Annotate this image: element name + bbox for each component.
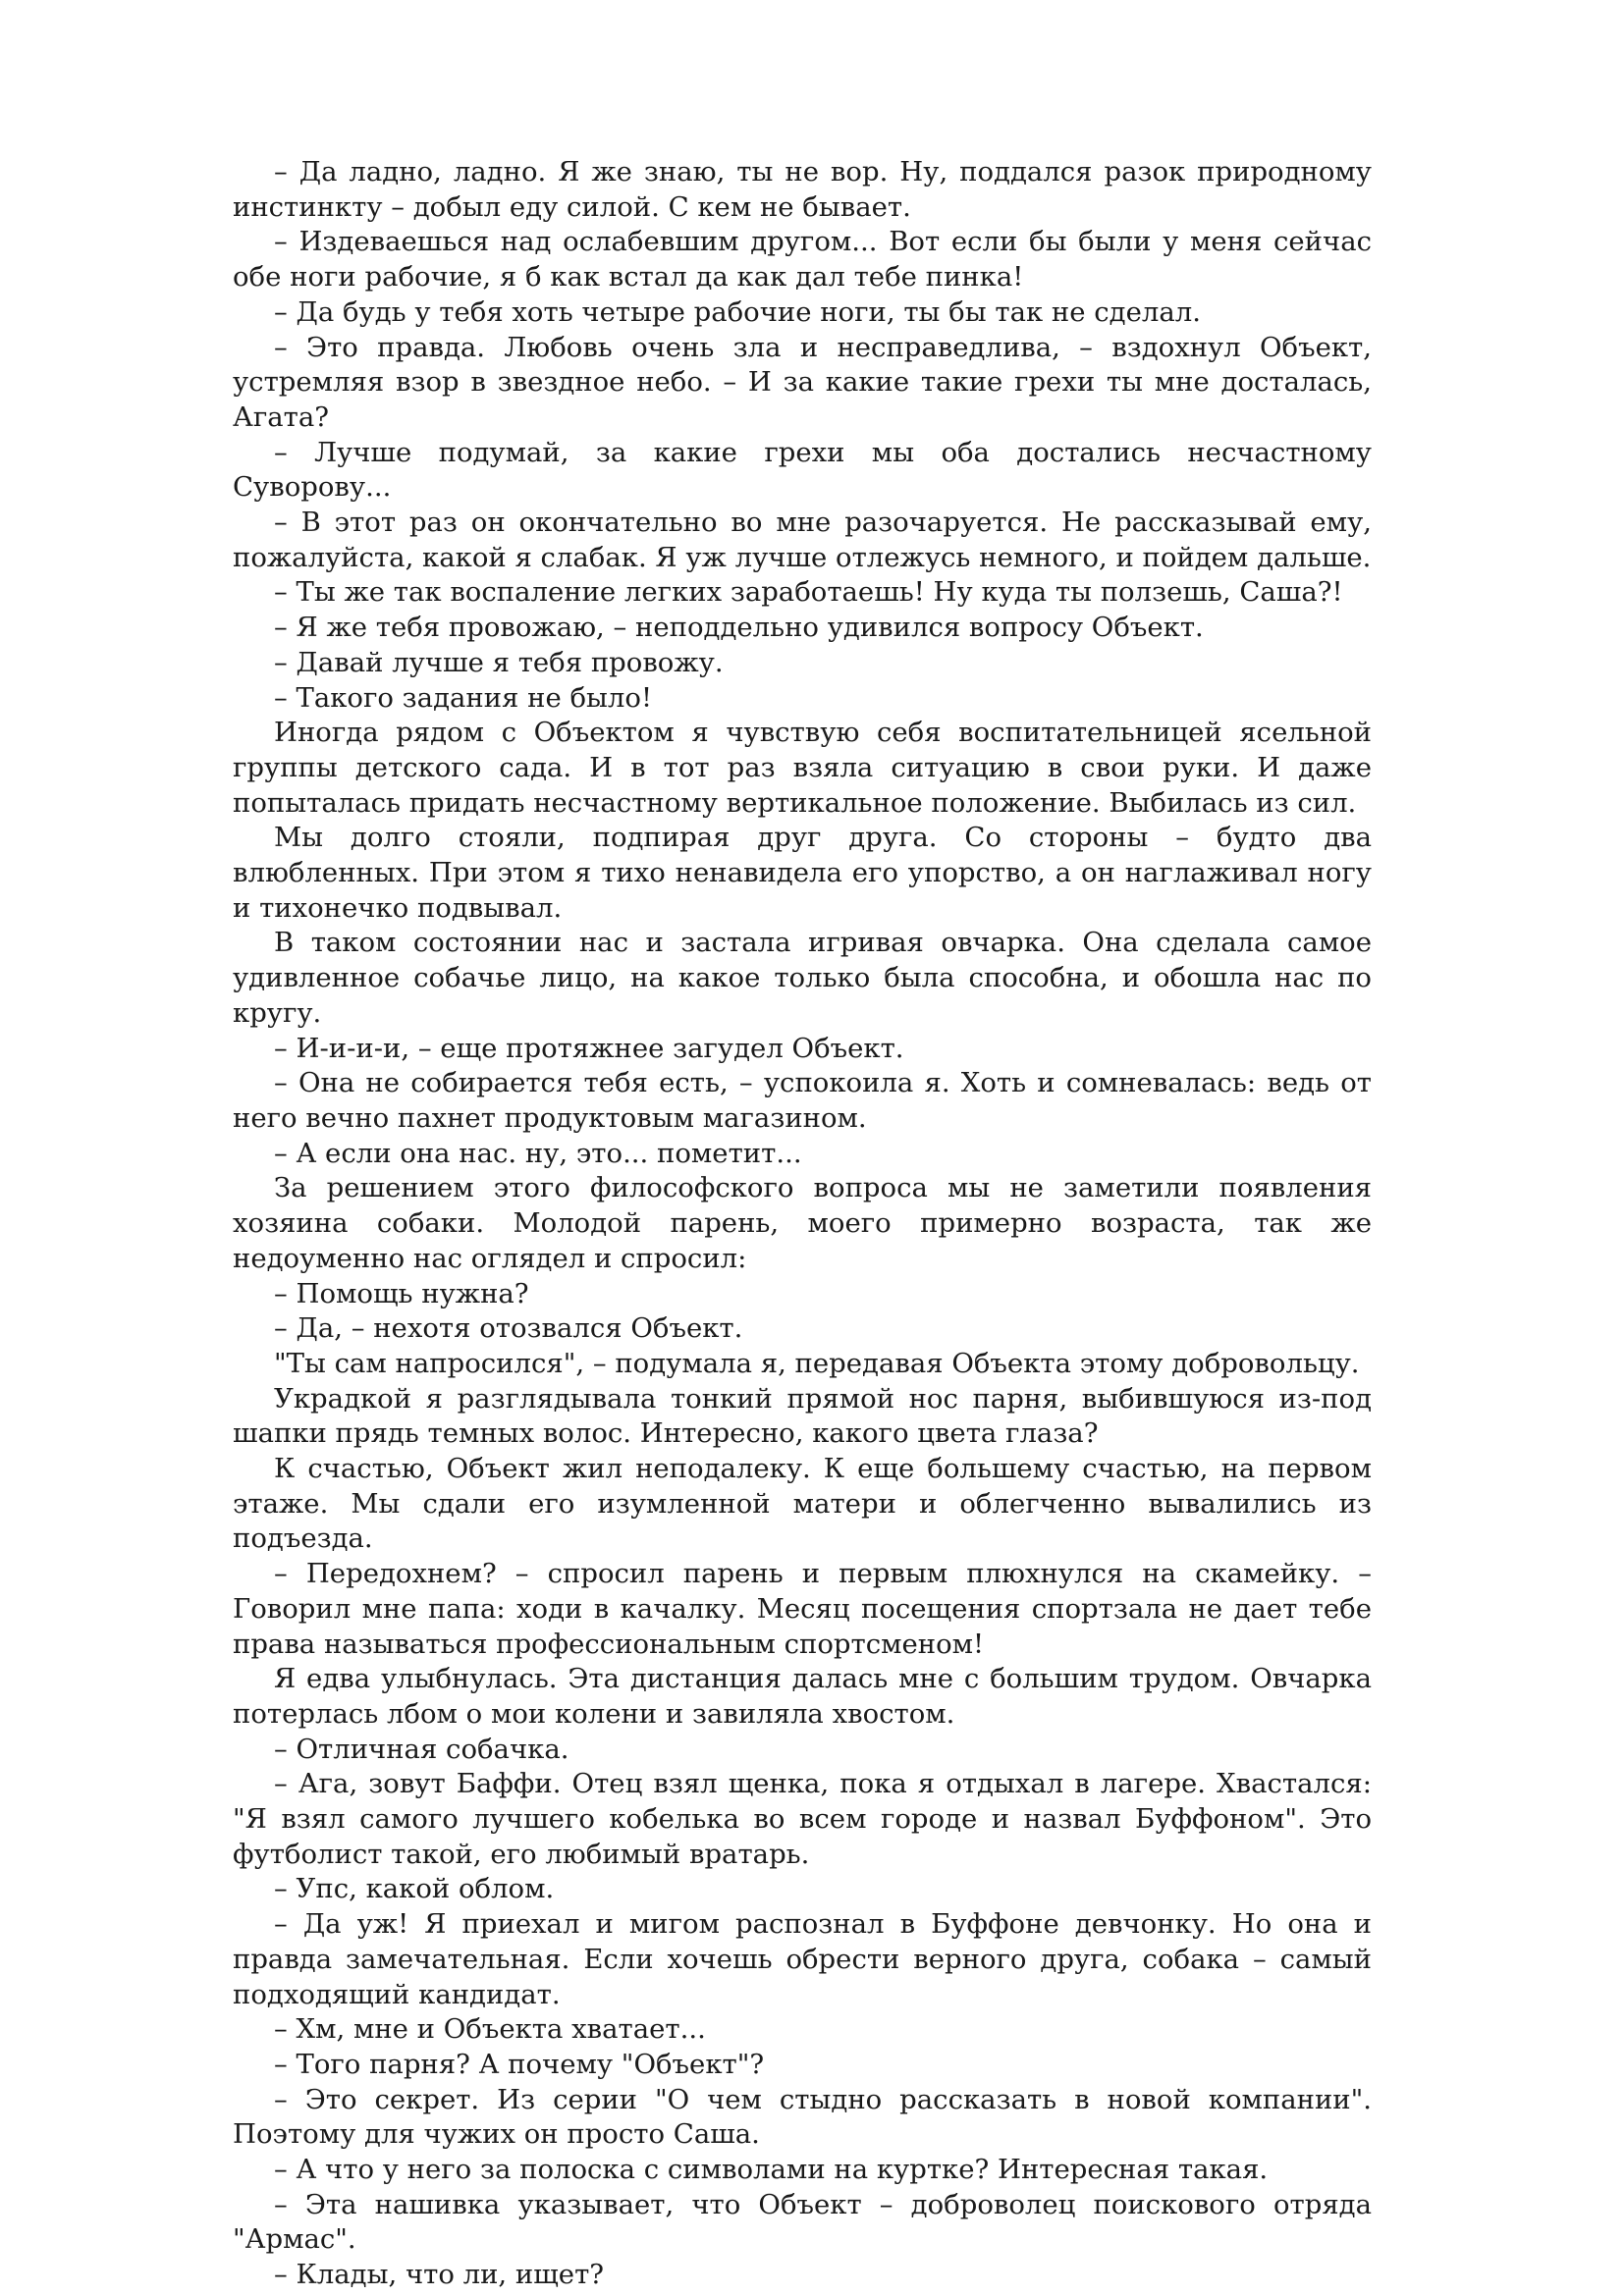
paragraph: – Да будь у тебя хоть четыре рабочие ноги, ты бы так не сделал. — [274, 295, 1201, 328]
paragraph: – Такого задания не было! — [274, 681, 653, 714]
paragraph: – Ага, зовут Баффи. Отец взял щенка, пока я отдыхал в лагере. Хвастался: "Я взял самого лучшего кобелька во всем городе и назвал Буффоном". Это футболист такой, его любимый вратарь. — [233, 1768, 1372, 1870]
paragraph: Украдкой я разглядывала тонкий прямой нос парня, выбившуюся из-под шапки прядь темных волос. Интересно, какого цвета глаза? — [233, 1382, 1372, 1450]
paragraph: – Отличная собачка. — [274, 1733, 569, 1765]
paragraph: Мы долго стояли, подпирая друг друга. Со стороны – будто два влюбленных. При этом я тихо ненавидела его упорство, а он наглаживал ногу и тихонечко подвывал. — [233, 822, 1372, 924]
paragraph: – Передохнем? – спросил парень и первым плюхнулся на скамейку. – Говорил мне папа: ходи в качалку. Месяц посещения спортзала не дает тебе права называться профессиональным спортсменом! — [233, 1558, 1372, 1660]
paragraph: – Она не собирается тебя есть, – успокоила я. Хоть и сомневалась: ведь от него вечно пахнет продуктовым магазином. — [233, 1067, 1372, 1134]
paragraph: – Это правда. Любовь очень зла и несправедлива, – вздохнул Объект, устремляя взор в звездное небо. – И за какие такие грехи ты мне досталась, Агата? — [233, 331, 1372, 433]
paragraph: – Хм, мне и Объекта хватает... — [274, 2013, 706, 2046]
paragraph: – Издеваешься над ослабевшим другом... Вот если бы были у меня сейчас обе ноги рабочие, я б как встал да как дал тебе пинка! — [233, 226, 1372, 294]
paragraph: – Да, – нехотя отозвался Объект. — [274, 1312, 743, 1345]
paragraph: – Клады, что ли, ищет? — [274, 2259, 605, 2291]
paragraph: – И-и-и-и, – еще протяжнее загудел Объект. — [274, 1032, 904, 1064]
paragraph: Я едва улыбнулась. Эта дистанция далась мне с большим трудом. Овчарка потерлась лбом о мои колени и завиляла хвостом. — [233, 1663, 1372, 1730]
paragraph: – Упс, какой облом. — [274, 1873, 555, 1905]
paragraph: – Ты же так воспаление легких заработаешь! Ну куда ты ползешь, Саша?! — [274, 576, 1343, 609]
paragraph: – Я же тебя провожаю, – неподдельно удивился вопросу Объект. — [274, 612, 1204, 644]
paragraph: – Лучше подумай, за какие грехи мы оба достались несчастному Суворову... — [233, 436, 1372, 504]
paragraph: За решением этого философского вопроса мы не заметили появления хозяина собаки. Молодой парень, моего примерно возраста, так же недоуменно нас оглядел и спросил: — [233, 1172, 1372, 1274]
paragraph: – Того парня? А почему "Объект"? — [274, 2048, 765, 2080]
paragraph: Иногда рядом с Объектом я чувствую себя воспитательницей ясельной группы детского сада. И в тот раз взяла ситуацию в свои руки. И даже попыталась придать несчастному вертикальное положение. Выбилась из сил. — [233, 717, 1372, 819]
paragraph: – Помощь нужна? — [274, 1277, 529, 1309]
text-column — [233, 155, 1372, 2293]
paragraph: – Эта нашивка указывает, что Объект – доброволец поискового отряда "Армас". — [233, 2188, 1372, 2256]
paragraph: – А если она нас. ну, это... пометит... — [274, 1137, 802, 1169]
paragraph: – Это секрет. Из серии "О чем стыдно рассказать в новой компании". Поэтому для чужих он просто Саша. — [233, 2083, 1372, 2151]
paragraph: – Да ладно, ладно. Я же знаю, ты не вор. Ну, поддался разок природному инстинкту – добыл еду силой. С кем не бывает. — [233, 156, 1372, 223]
paragraph: В таком состоянии нас и застала игривая овчарка. Она сделала самое удивленное собачье лицо, на какое только была способна, и обошла нас по кругу. — [233, 927, 1372, 1029]
paragraph: К счастью, Объект жил неподалеку. К еще большему счастью, на первом этаже. Мы сдали его изумленной матери и облегченно вывалились из подъезда. — [233, 1453, 1372, 1555]
paragraph: "Ты сам напросился", – подумала я, передавая Объекта этому добровольцу. — [274, 1347, 1360, 1379]
paragraph: – А что у него за полоска с символами на куртке? Интересная такая. — [274, 2154, 1269, 2186]
paragraph: – Давай лучше я тебя провожу. — [274, 646, 724, 678]
paragraph: – Да уж! Я приехал и мигом распознал в Буффоне девчонку. Но она и правда замечательная. Если хочешь обрести верного друга, собака – самый подходящий кандидат. — [233, 1908, 1372, 2010]
paragraph: – В этот раз он окончательно во мне разочаруется. Не рассказывай ему, пожалуйста, какой я слабак. Я уж лучше отлежусь немного, и пойдем дальше. — [233, 507, 1372, 573]
